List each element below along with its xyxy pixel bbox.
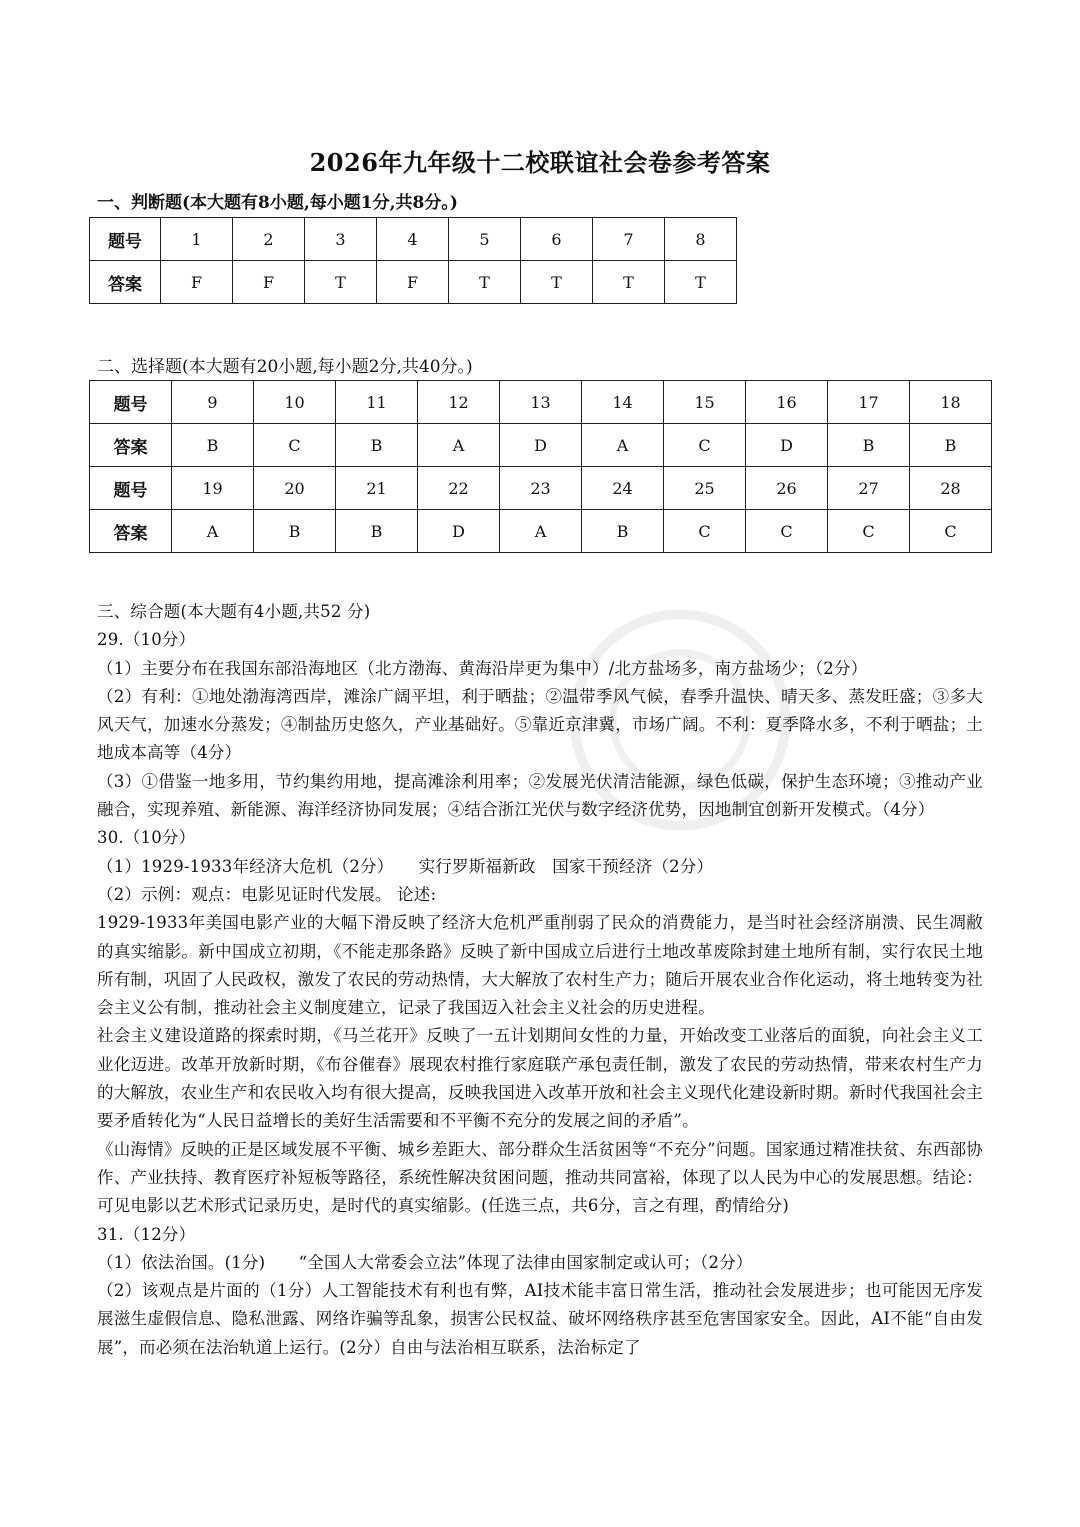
answer-cell: F: [161, 261, 233, 304]
answer-cell: C: [910, 510, 992, 553]
answer-cell: C: [746, 510, 828, 553]
question-number: 24: [582, 467, 664, 510]
section3-body: [97, 598, 983, 1362]
answer-cell: T: [593, 261, 665, 304]
answer-cell: B: [828, 424, 910, 467]
question-number: 11: [336, 381, 418, 424]
row-label-question-number: 题号: [90, 467, 172, 510]
question-number: 25: [664, 467, 746, 510]
question-number: 2: [233, 218, 305, 261]
question-number: 9: [172, 381, 254, 424]
answer-paragraph: （3）①借鉴一地多用，节约集约用地，提高滩涂利用率；②发展光伏清洁能源，绿色低碳，保护生态环境；③推动产业融合，实现养殖、新能源、海洋经济协同发展；④结合浙江光伏与数字经济优势，因地制宜创新开发模式。（4分）: [97, 771, 983, 820]
question-number-row: [90, 381, 992, 424]
question-30-header: 30.（10分）: [97, 828, 196, 848]
answer-cell: C: [664, 510, 746, 553]
question-number: 10: [254, 381, 336, 424]
row-label-question-number: 题号: [90, 381, 172, 424]
question-number: 1: [161, 218, 233, 261]
question-29-header: 29.（10分）: [97, 630, 196, 650]
answer-cell: B: [336, 510, 418, 553]
question-number: 14: [582, 381, 664, 424]
question-number: 5: [449, 218, 521, 261]
answer-paragraph: 社会主义建设道路的探索时期，《马兰花开》反映了一五计划期间女性的力量，开始改变工业落后的面貌，向社会主义工业化迈进。改革开放新时期，《布谷催春》展现农村推行家庭联产承包责任制，激发了农民的劳动热情，带来农村生产力的大解放，农业生产和农民收入均有很大提高，反映我国进入改革开放和社会主义现代化建设新时期。新时代我国社会主要矛盾转化为“人民日益增长的美好生活需要和不平衡不充分的发展之间的矛盾”。: [97, 1026, 983, 1131]
question-number: 7: [593, 218, 665, 261]
answer-paragraph: 1929-1933年美国电影产业的大幅下滑反映了经济大危机严重削弱了民众的消费能力，是当时社会经济崩溃、民生凋敝的真实缩影。新中国成立初期，《不能走那条路》反映了新中国成立后进行土地改革废除封建土地所有制，实行农民土地所有制，巩固了人民政权，激发了农民的劳动热情，大大解放了农村生产力；随后开展农业合作化运动，将土地转变为社会主义公有制，推动社会主义制度建立，记录了我国迈入社会主义社会的历史进程。: [97, 913, 983, 1018]
question-number: 28: [910, 467, 992, 510]
answer-paragraph: （1）主要分布在我国东部沿海地区（北方渤海、黄海沿岸更为集中）/北方盐场多，南方盐场少；（2分）: [97, 658, 868, 678]
answer-paragraph: （2）有利：①地处渤海湾西岸，滩涂广阔平坦，利于晒盐；②温带季风气候，春季升温快、晴天多、蒸发旺盛；③多大风天气，加速水分蒸发；④制盐历史悠久，产业基础好。⑤靠近京津冀，市场广阔。不利：夏季降水多，不利于晒盐；土地成本高等（4分）: [97, 686, 983, 763]
question-number: 16: [746, 381, 828, 424]
question-number: 20: [254, 467, 336, 510]
row-label-answer: 答案: [90, 424, 172, 467]
answer-paragraph: （1）依法治国。(1分) “全国人大常委会立法”体现了法律由国家制定或认可；（2分）: [97, 1252, 753, 1272]
question-number: 6: [521, 218, 593, 261]
question-number: 8: [665, 218, 737, 261]
answer-cell: B: [336, 424, 418, 467]
answer-paragraph: （1）1929-1933年经济大危机（2分） 实行罗斯福新政 国家干预经济（2分）: [97, 856, 714, 876]
question-number: 17: [828, 381, 910, 424]
question-number-row: [90, 218, 737, 261]
answer-cell: B: [910, 424, 992, 467]
answer-cell: C: [254, 424, 336, 467]
answer-paragraph: （2）示例：观点：电影见证时代发展。 论述:: [97, 884, 437, 904]
answer-cell: T: [521, 261, 593, 304]
question-31-header: 31.（12分）: [97, 1224, 196, 1244]
section1-answer-table: [89, 217, 737, 304]
question-number: 4: [377, 218, 449, 261]
answer-cell: T: [305, 261, 377, 304]
question-number: 3: [305, 218, 377, 261]
question-number: 15: [664, 381, 746, 424]
row-label-answer: 答案: [90, 261, 161, 304]
row-label-answer: 答案: [90, 510, 172, 553]
answer-cell: T: [449, 261, 521, 304]
section3-heading: 三、综合题(本大题有4小题,共52 分): [97, 602, 371, 621]
question-number: 21: [336, 467, 418, 510]
section2-heading: 二、选择题(本大题有20小题,每小题2分,共40分。): [97, 357, 473, 377]
answer-cell: D: [746, 424, 828, 467]
answer-cell: F: [233, 261, 305, 304]
question-number: 12: [418, 381, 500, 424]
question-number: 22: [418, 467, 500, 510]
answer-cell: B: [582, 510, 664, 553]
answer-cell: A: [418, 424, 500, 467]
section1-heading: 一、判断题(本大题有8小题,每小题1分,共8分。): [97, 193, 458, 213]
answer-cell: D: [418, 510, 500, 553]
answer-cell: T: [665, 261, 737, 304]
answer-row: [90, 510, 992, 553]
question-number: 13: [500, 381, 582, 424]
section2-answer-table: [89, 380, 992, 553]
answer-cell: A: [500, 510, 582, 553]
answer-row: [90, 424, 992, 467]
answer-cell: B: [254, 510, 336, 553]
question-number: 23: [500, 467, 582, 510]
answer-paragraph: （2）该观点是片面的（1分）人工智能技术有利也有弊，AI技术能丰富日常生活，推动社会发展进步；也可能因无序发展滋生虚假信息、隐私泄露、网络诈骗等乱象，损害公民权益、破坏网络秩序甚至危害国家安全。因此，AI不能“自由发展”，而必须在法治轨道上运行。(2分）自由与法治相互联系，法治标定了: [97, 1281, 983, 1357]
answer-paragraph: 《山海情》反映的正是区域发展不平衡、城乡差距大、部分群众生活贫困等“不充分”问题。国家通过精准扶贫、东西部协作、产业扶持、教育医疗补短板等路径，系统性解决贫困问题，推动共同富裕，体现了以人民为中心的发展思想。结论：可见电影以艺术形式记录历史，是时代的真实缩影。(任选三点，共6分，言之有理，酌情给分): [97, 1139, 983, 1216]
answer-cell: C: [664, 424, 746, 467]
answer-cell: F: [377, 261, 449, 304]
answer-row: [90, 261, 737, 304]
answer-cell: D: [500, 424, 582, 467]
question-number: 26: [746, 467, 828, 510]
row-label-question-number: 题号: [90, 218, 161, 261]
question-number: 27: [828, 467, 910, 510]
answer-cell: A: [172, 510, 254, 553]
answer-cell: A: [582, 424, 664, 467]
question-number-row: [90, 467, 992, 510]
answer-cell: C: [828, 510, 910, 553]
question-number: 19: [172, 467, 254, 510]
page-title: 2026年九年级十二校联谊社会卷参考答案: [309, 148, 771, 177]
answer-cell: B: [172, 424, 254, 467]
question-number: 18: [910, 381, 992, 424]
